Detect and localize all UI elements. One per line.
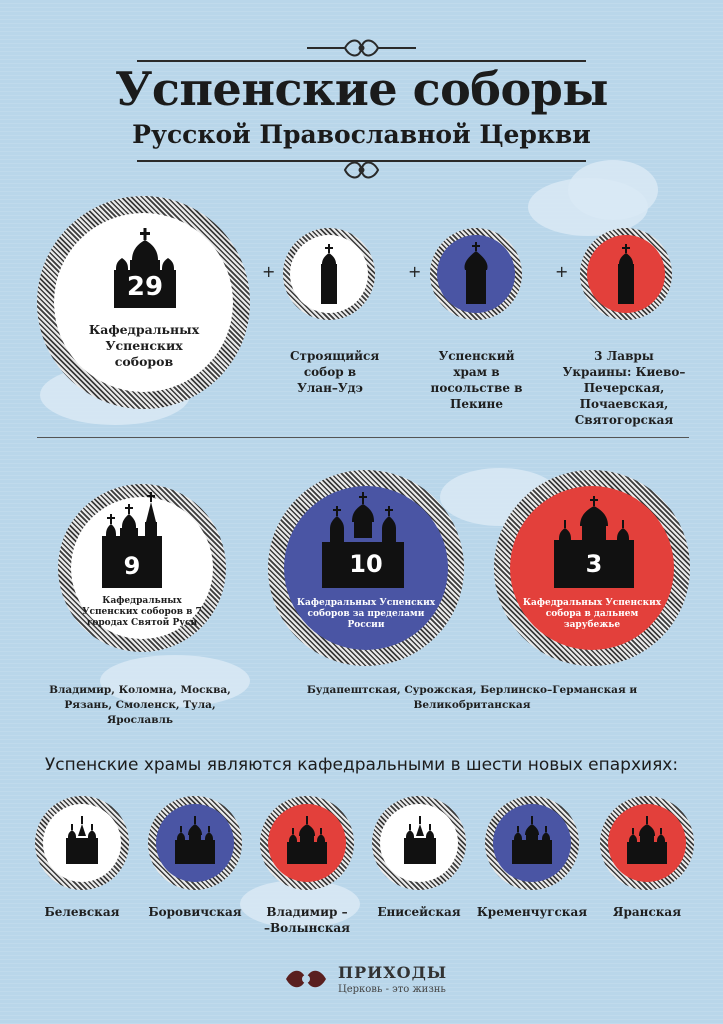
- main-count-number: 29: [126, 272, 164, 302]
- far-abroad-label: Кафедральных Успенских собора в дальнем зарубежье: [522, 598, 662, 630]
- onion-dome-church-icon: [459, 242, 493, 304]
- abroad-label: Кафедральных Успенских соборов за пределами России: [296, 598, 436, 630]
- abroad-dioceses: Будапештская, Сурожская, Берлинско–Германская и Великобританская: [306, 684, 638, 711]
- cloud-decoration: [568, 160, 658, 220]
- holy-rus-label: Кафедральных Успенских соборов в 7 городах Святой Руси: [82, 596, 202, 628]
- cathedral-icon: [62, 816, 102, 864]
- church-icon: [614, 244, 638, 304]
- cathedral-icon: [172, 816, 218, 864]
- bottom-ornament-icon: [305, 158, 418, 182]
- church-icon: [318, 244, 340, 304]
- footer-tagline: Церковь - это жизнь: [338, 984, 446, 995]
- beijing-embassy-label: Успенский храм в посольстве в Пекине: [430, 349, 523, 411]
- belev-label: Белевская: [44, 905, 120, 919]
- ukraine-lavras-label: 3 Лавры Украины: Киево–Печерская, Почаевская, Святогорская: [562, 349, 686, 427]
- yaransk-label: Яранская: [612, 905, 682, 919]
- far-abroad-number: 3: [585, 550, 603, 578]
- under-construction-label: Строящийся собор в Улан–Удэ: [290, 349, 380, 395]
- footer-brand: ПРИХОДЫ: [338, 963, 448, 982]
- cathedral-icon: [509, 816, 555, 864]
- top-ornament-icon: [305, 36, 418, 60]
- page-title: Успенские соборы: [115, 62, 608, 116]
- page-subtitle: Русской Православной Церкви: [132, 120, 591, 149]
- plus-sign: +: [262, 262, 276, 281]
- holy-rus-number: 9: [123, 552, 141, 580]
- cathedral-icon: [284, 816, 330, 864]
- borovichi-label: Боровичская: [148, 905, 242, 919]
- kremenchug-label: Кременчугская: [476, 905, 588, 919]
- main-count-label: Кафедральных Успенских соборов: [88, 322, 200, 369]
- vladimir-volyn-label: Владимир – –Волынская: [263, 905, 351, 935]
- holy-rus-cities: Владимир, Коломна, Москва, Рязань, Смоленск, Тула, Ярославль: [49, 684, 231, 726]
- section-divider: [37, 437, 689, 438]
- yeniseysk-label: Енисейская: [377, 905, 461, 919]
- abroad-number: 10: [349, 550, 383, 578]
- cathedral-icon: [624, 816, 670, 864]
- plus-sign: +: [408, 262, 422, 281]
- prihody-logo-icon: [284, 966, 328, 992]
- plus-sign: +: [555, 262, 569, 281]
- new-dioceses-heading: Успенские храмы являются кафедральными в шести новых епархиях:: [44, 755, 679, 775]
- cathedral-icon: [400, 816, 440, 864]
